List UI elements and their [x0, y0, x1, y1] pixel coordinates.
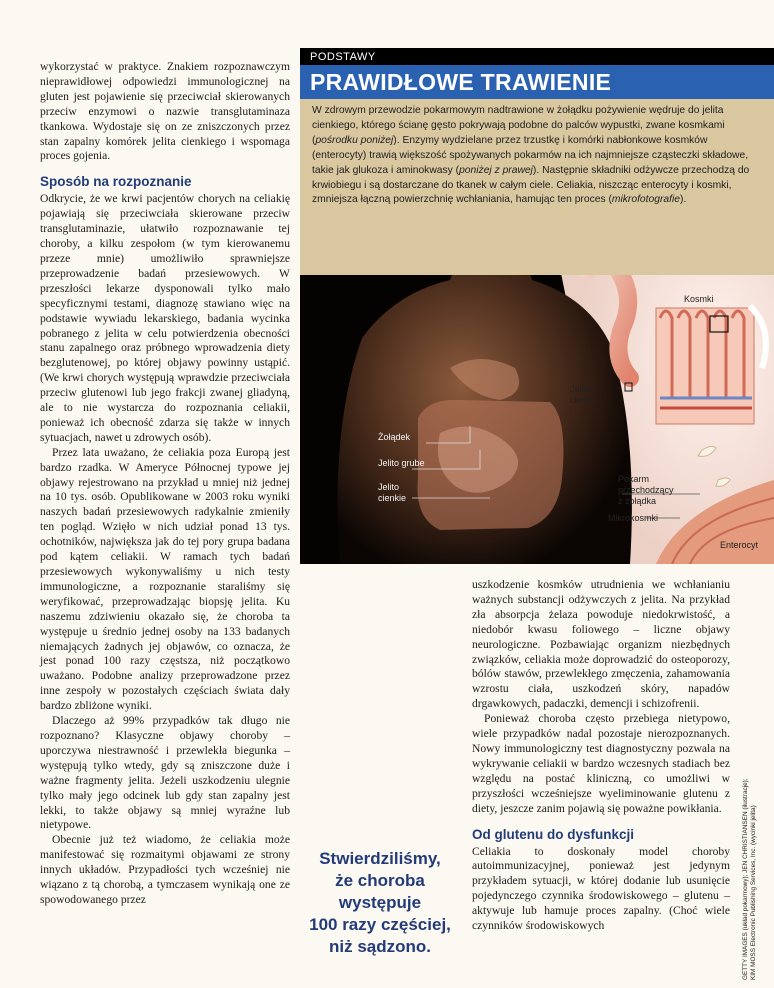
label-enterocyte: Enterocyt [720, 540, 759, 550]
right-text-column [472, 578, 730, 934]
intro-emph-a: pośrodku poniżej [315, 134, 394, 146]
label-small-intestine-2: cienkie [378, 493, 407, 503]
left-paragraph-1: Odkrycie, że we krwi pacjentów chorych na celiakię pojawiają się przeciwciała skierowane przeciw transglutaminazie, ułatwiło rozpoznawanie tej choroby, a kilku zespołom (w tym kierowanemu przeze mnie) umożliwiło sprawniejsze przeprowadzenie badań przesiewowych. W przeszłości lekarze dysponowali tylko mało specyficznymi testami, diagnozę stawiano więc na podstawie wywiadu lekarskiego, badania wycinka pobranego z jelita w celu potwierdzenia obecności stanu zapalnego oraz próbnego wprowadzenia diety bezglutenowej, po której objawy powinny ustąpić. (We krwi chorych występują wprawdzie przeciwciała przeciw glutenowi lub jego frakcji zwanej gliadyną, ale to nie wystarcza do rozpoznania celiakii, ponieważ ich obecność zdarza się także w innych sytuacjach, nawet u zdrowych osób). [40, 192, 290, 444]
label-small-intestine-zoom-2: cienkie [570, 395, 599, 405]
left-paragraph-3: Dlaczego aż 99% przypadków tak długo nie rozpoznano? Klasyczne objawy choroby – uporczywa niestrawność i przewlekła biegunka – występują tylko wtedy, gdy są zniszczone duże i ważne fragmenty jelita. Jeżeli uszkodzeniu ulegnie tylko mały jego odcinek lub gdy stan zapalny jest lekki, to także objawy są mniej wyraźne lub nietypowe. [40, 714, 290, 832]
digestion-info-box [300, 48, 774, 564]
left-paragraph-4: Obecnie już też wiadomo, że celiakia może manifestować się rozmaitymi objawami ze strony innych układów. Przypadłości tych wcześniej nie wiązano z tą chorobą, a tymczasem wynikają one ze spowodowanego przez [40, 833, 290, 906]
left-paragraph-0: wykorzystać w praktyce. Znakiem rozpoznawczym nieprawidłowej odpowiedzi immunologicznej na gluten jest pojawienie się przeciwciał skierowanych przeciw enzymowi o nazwie transglutaminaza tkankowa. Wydostaje się on ze zniszczonych przez stan zapalny komórek jelita cienkiego i wspomaga proces gojenia. [40, 60, 290, 163]
pull-quote [298, 848, 462, 958]
quote-line-4: 100 razy częściej, [309, 915, 451, 934]
label-large-intestine: Jelito grube [378, 458, 425, 468]
label-stomach: Żołądek [378, 432, 411, 442]
credits-line-1: GETTY IMAGES (układ pokarmowy); JEN CHRISTIANSEN (ilustracje); [742, 778, 749, 980]
section-heading-diagnosis: Sposób na rozpoznanie [40, 174, 192, 190]
quote-line-1: Stwierdziliśmy, [319, 849, 441, 868]
right-paragraph-2: Celiakia to doskonały model choroby autoimmunizacyjnej, ponieważ jest jedynym przykładem sytuacji, w której dodanie lub usunięcie pojedynczego czynnika środowiskowego – glutenu – aktywuje lub hamuje proces zapalny. (Choć wiele czynników środowiskowych [472, 844, 730, 933]
right-paragraph-1: Ponieważ choroba często przebiega nietypowo, wiele przypadków nadal pozostaje nierozpoznanych. Nowy immunologiczny test diagnostyczny pozwala na wykrywanie celiakii w bardzo wczesnych stadiach bez względu na postać kliniczną, co umożliwi w przyszłości wcześniejsze wyeliminowanie glutenu z diety, jeszcze zanim pojawią się poważne powikłania. [472, 712, 730, 815]
label-microvilli: Mikrokosmki [608, 513, 659, 523]
credits-line-2: KIM MOSS Electronic Publishing Services, Inc. (wycinki jelita) [750, 805, 757, 980]
quote-line-3: występuje [338, 893, 422, 912]
section-heading-gluten: Od glutenu do dysfunkcji [472, 826, 634, 842]
box-intro-text [300, 99, 774, 275]
intro-emph-b: poniżej z prawej [459, 164, 533, 176]
box-title: PRAWIDŁOWE TRAWIENIE [300, 65, 774, 99]
box-category-tag: PODSTAWY [300, 48, 386, 65]
image-credits [742, 760, 758, 980]
label-small-intestine-1: Jelito [378, 482, 400, 492]
quote-line-5: niż sądzono. [329, 937, 431, 956]
intro-part-b: ). Enzymy wydzielane przez trzustkę i komórki nabłonkowe kosmków (enterocyty) trawią większość spożywanych pokarmów na ich najmniejsze cząsteczki składowe, takie jak glukoza i aminokwasy ( [312, 134, 749, 176]
label-villi: Kosmki [684, 294, 714, 304]
left-text-column [40, 60, 290, 908]
label-small-intestine-zoom-1: Jelito [570, 384, 592, 394]
intro-part-a: W zdrowym przewodzie pokarmowym nadtrawione w żołądku pożywienie wędruje do jelita cienkiego, którego ścianę gęsto pokrywają podobne do palców wypustki, zwane kosmkami ( [312, 105, 725, 146]
label-food-2: przechodzący [618, 485, 674, 495]
label-food-1: Pokarm [618, 474, 650, 484]
intro-part-c: ). Następnie składniki odżywcze przechodzą do krwiobiegu i są dostarczane do tkanek w całym ciele. Celiakia, niszcząc enterocyty i kosmki, zmniejsza łączną powierzchnię wchłaniania, hamując ten proces ( [312, 164, 750, 206]
label-food-3: z żołądka [618, 496, 657, 506]
quote-line-2: że choroba [335, 871, 425, 890]
intro-part-d: ). [680, 194, 687, 206]
right-paragraph-0: uszkodzenie kosmków utrudnienia we wchłanianiu ważnych substancji odżywczych z jelita. Na przykład zła absorpcja żelaza powoduje niedokrwistość, a niedobór kwasu foliowego – liczne objawy neurologiczne. Pozbawiając organizm niezbędnych związków, celiakia może doprowadzić do osteoporozy, bólów stawów, przewlekłego zmęczenia, zahamowania wzrostu ciała, uszkodzeń skóry, napadów drgawkowych, padaczki, demencji i schizofrenii. [472, 578, 730, 711]
left-paragraph-2: Przez lata uważano, że celiakia poza Europą jest bardzo rzadka. W Ameryce Północnej typowe jej objawy rejestrowano na przykład u mniej niż jednej na 10 tys. osób. Opublikowane w 2003 roku wyniki naszych badań przesiewowych radykalnie zmieniły ten pogląd. Wzięło w nich udział ponad 13 tys. ochotników, największa jak do tej pory grupa badana pod kątem celiakii. W ramach tych badań przesiewowych wykonywaliśmy u nich testy immunologiczne, a rozpoznanie staraliśmy się weryfikować, przeprowadzając biopsję jelita. Ku naszemu zdziwieniu okazało się, że choroba ta występuje u średnio jednej osoby na 133 badanych niemających żadnych jej objawów, co oznacza, że jest ponad 100 razy częstsza, niż początkowo uważano. Podobne analizy przeprowadzone przez inne zespoły w pozostałych częściach świata dały bardzo zbliżone wyniki. [40, 445, 290, 713]
intro-emph-c: mikrofotografie [611, 194, 681, 206]
